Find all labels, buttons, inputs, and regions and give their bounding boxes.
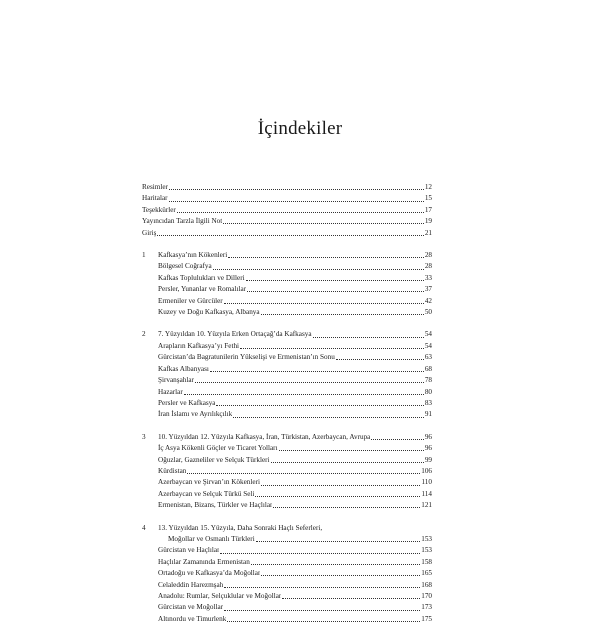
toc-entry bbox=[142, 261, 432, 272]
toc-entry-page: 168 bbox=[421, 580, 432, 589]
chapter-number: 2 bbox=[142, 330, 146, 339]
toc-entry-title: Ermenistan, Bizans, Türkler ve Haçlılar bbox=[158, 501, 273, 510]
toc-entry-page: 106 bbox=[421, 466, 432, 475]
leader-dots bbox=[216, 405, 423, 406]
leader-dots bbox=[251, 564, 420, 565]
toc-entry bbox=[142, 284, 432, 295]
toc-entry bbox=[142, 477, 432, 488]
toc-entry-title: Gürcistan ve Moğollar bbox=[158, 603, 224, 612]
leader-dots bbox=[223, 223, 424, 224]
chapter-heading bbox=[142, 432, 432, 443]
leader-dots bbox=[261, 485, 421, 486]
toc-entry-title: Bölgesel Coğrafya bbox=[158, 262, 212, 271]
toc-entry-page: 21 bbox=[424, 228, 432, 237]
leader-dots bbox=[255, 496, 420, 497]
toc-entry bbox=[142, 182, 432, 193]
leader-dots bbox=[273, 507, 420, 508]
toc-entry-title: Teşekkürler bbox=[142, 205, 176, 214]
chapter-heading-continued bbox=[142, 534, 432, 545]
toc-entry-page: 54 bbox=[424, 330, 432, 339]
toc-entry-page: 153 bbox=[421, 546, 432, 555]
chapter-heading bbox=[142, 329, 432, 340]
leader-dots bbox=[224, 303, 424, 304]
toc-entry-page: 37 bbox=[424, 285, 432, 294]
chapter-heading bbox=[142, 523, 432, 534]
toc-entry bbox=[142, 352, 432, 363]
leader-dots bbox=[220, 553, 420, 554]
toc-entry-title: Yayıncıdan Tarzla İlgili Not bbox=[142, 217, 223, 226]
toc-entry-page: 158 bbox=[421, 557, 432, 566]
toc-entry-page: 153 bbox=[421, 534, 432, 543]
toc-entry-title: Celaleddin Harezmşah bbox=[158, 580, 224, 589]
toc-entry bbox=[142, 500, 432, 511]
leader-dots bbox=[336, 359, 424, 360]
leader-dots bbox=[177, 212, 424, 213]
chapter-heading-line1: 13. Yüzyıldan 15. Yüzyıla, Daha Sonraki Haçlı Seferleri, bbox=[158, 523, 323, 532]
chapter-heading-line2: Moğollar ve Osmanlı Türkleri bbox=[168, 534, 255, 543]
chapter-heading bbox=[142, 250, 432, 261]
toc-entry bbox=[142, 387, 432, 398]
toc-entry bbox=[142, 545, 432, 556]
leader-dots bbox=[271, 462, 424, 463]
toc-entry-page: 28 bbox=[424, 251, 432, 260]
toc-entry-page: 68 bbox=[424, 364, 432, 373]
toc-entry-title: Arapların Kafkasya’yı Fethi bbox=[158, 341, 240, 350]
leader-dots bbox=[256, 541, 421, 542]
toc-entry-title: Giriş bbox=[142, 228, 157, 237]
toc-entry-page: 175 bbox=[421, 614, 432, 623]
leader-dots bbox=[233, 417, 424, 418]
toc-entry-title: Gürcistan ve Haçlılar bbox=[158, 546, 220, 555]
toc-entry-page: 17 bbox=[424, 205, 432, 214]
toc-entry-page: 42 bbox=[424, 296, 432, 305]
toc-entry bbox=[142, 591, 432, 602]
toc-entry bbox=[142, 602, 432, 613]
leader-dots bbox=[371, 439, 423, 440]
toc-entry-title: Haritalar bbox=[142, 194, 168, 203]
toc-entry bbox=[142, 193, 432, 204]
leader-dots bbox=[313, 337, 424, 338]
toc-entry-title: Kuzey ve Doğu Kafkasya, Albanya bbox=[158, 308, 260, 317]
leader-dots bbox=[279, 450, 424, 451]
toc-entry-title: Altınordu ve Timurlenk bbox=[158, 614, 227, 623]
leader-dots bbox=[261, 314, 424, 315]
leader-dots bbox=[227, 621, 420, 622]
leader-dots bbox=[224, 610, 420, 611]
toc-entry-title: Persler ve Kafkasya bbox=[158, 398, 216, 407]
toc-entry bbox=[142, 228, 432, 239]
toc-entry-page: 50 bbox=[424, 308, 432, 317]
chapter-number: 1 bbox=[142, 251, 146, 260]
toc-entry-page: 110 bbox=[421, 478, 432, 487]
toc-entry-title: İran İslamı ve Ayrılıkçılık bbox=[158, 410, 233, 419]
leader-dots bbox=[247, 291, 424, 292]
chapter-number: 3 bbox=[142, 432, 146, 441]
toc-entry-title: Kürdistan bbox=[158, 466, 187, 475]
leader-dots bbox=[169, 189, 424, 190]
leader-dots bbox=[187, 473, 420, 474]
table-of-contents bbox=[142, 182, 432, 625]
toc-entry bbox=[142, 205, 432, 216]
page-title: İçindekiler bbox=[257, 118, 343, 139]
toc-entry-title: Azerbaycan ve Selçuk Türkü Seli bbox=[158, 489, 255, 498]
leader-dots bbox=[157, 235, 423, 236]
toc-entry-page: 114 bbox=[421, 489, 432, 498]
toc-entry-title: Kafkas Albanyası bbox=[158, 364, 209, 373]
chapter-number: 4 bbox=[142, 523, 146, 532]
toc-entry-title: Hazarlar bbox=[158, 387, 183, 396]
leader-dots bbox=[261, 575, 420, 576]
toc-entry-page: 170 bbox=[421, 592, 432, 600]
leader-dots bbox=[210, 371, 424, 372]
toc-entry bbox=[142, 375, 432, 386]
leader-dots bbox=[282, 598, 420, 599]
toc-entry-title: 10. Yüzyıldan 12. Yüzyıla Kafkasya, İran, Türkistan, Azerbaycan, Avrupa bbox=[158, 432, 371, 441]
toc-entry-title: Ortadoğu ve Kafkasya’da Moğollar bbox=[158, 569, 261, 578]
toc-entry bbox=[142, 557, 432, 568]
toc-entry-title: Gürcistan’da Bagratunilerin Yükselişi ve Ermenistan’ın Sonu bbox=[158, 353, 335, 362]
toc-entry-page: 12 bbox=[424, 183, 432, 191]
toc-entry-title: Kafkasya’nın Kökenleri bbox=[158, 251, 228, 260]
toc-entry-title: Şirvanşahlar bbox=[158, 376, 194, 385]
toc-entry-page: 15 bbox=[424, 194, 432, 203]
toc-entry-title: 7. Yüzyıldan 10. Yüzyıla Erken Ortaçağ’da Kafkasya bbox=[158, 330, 312, 339]
toc-entry-page: 96 bbox=[424, 444, 432, 453]
toc-entry bbox=[142, 455, 432, 466]
leader-dots bbox=[228, 257, 424, 258]
toc-entry-page: 19 bbox=[424, 217, 432, 226]
toc-entry-title: İç Asya Kökenli Göçler ve Ticaret Yolları bbox=[158, 444, 278, 453]
toc-entry-page: 28 bbox=[424, 262, 432, 271]
toc-entry-title: Azerbaycan ve Şirvan’ın Kökenleri bbox=[158, 478, 260, 487]
toc-entry bbox=[142, 273, 432, 284]
toc-entry bbox=[142, 409, 432, 420]
toc-entry-page: 83 bbox=[424, 398, 432, 407]
toc-entry-page: 96 bbox=[424, 432, 432, 441]
toc-entry bbox=[142, 341, 432, 352]
leader-dots bbox=[184, 394, 424, 395]
toc-entry-page: 33 bbox=[424, 273, 432, 282]
leader-dots bbox=[240, 348, 424, 349]
leader-dots bbox=[246, 280, 424, 281]
toc-entry-page: 121 bbox=[421, 501, 432, 510]
toc-entry bbox=[142, 568, 432, 579]
leader-dots bbox=[224, 587, 420, 588]
toc-entry-page: 54 bbox=[424, 341, 432, 350]
toc-entry-title: Resimler bbox=[142, 183, 168, 191]
leader-dots bbox=[213, 269, 424, 270]
toc-entry-page: 165 bbox=[421, 569, 432, 578]
toc-entry bbox=[142, 296, 432, 307]
toc-entry bbox=[142, 443, 432, 454]
toc-entry bbox=[142, 580, 432, 591]
toc-entry-page: 99 bbox=[424, 455, 432, 464]
toc-entry-title: Anadolu: Rumlar, Selçuklular ve Moğollar bbox=[158, 592, 282, 600]
toc-entry bbox=[142, 466, 432, 477]
toc-entry-page: 91 bbox=[424, 410, 432, 419]
toc-entry bbox=[142, 614, 432, 625]
toc-entry-title: Haçlılar Zamanında Ermenistan bbox=[158, 557, 250, 566]
toc-entry bbox=[142, 364, 432, 375]
leader-dots bbox=[195, 382, 424, 383]
toc-entry bbox=[142, 307, 432, 318]
toc-entry-page: 78 bbox=[424, 376, 432, 385]
leader-dots bbox=[169, 201, 424, 202]
toc-entry-page: 173 bbox=[421, 603, 432, 612]
toc-entry bbox=[142, 216, 432, 227]
toc-entry-title: Kafkas Toplulukları ve Dilleri bbox=[158, 273, 245, 282]
toc-entry-title: Ermeniler ve Gürcüler bbox=[158, 296, 223, 305]
toc-entry-title: Oğuzlar, Gazneliler ve Selçuk Türkleri bbox=[158, 455, 270, 464]
toc-entry-title: Persler, Yunanlar ve Romalılar bbox=[158, 285, 247, 294]
toc-entry-page: 80 bbox=[424, 387, 432, 396]
toc-entry bbox=[142, 398, 432, 409]
toc-entry bbox=[142, 489, 432, 500]
toc-entry-page: 63 bbox=[424, 353, 432, 362]
